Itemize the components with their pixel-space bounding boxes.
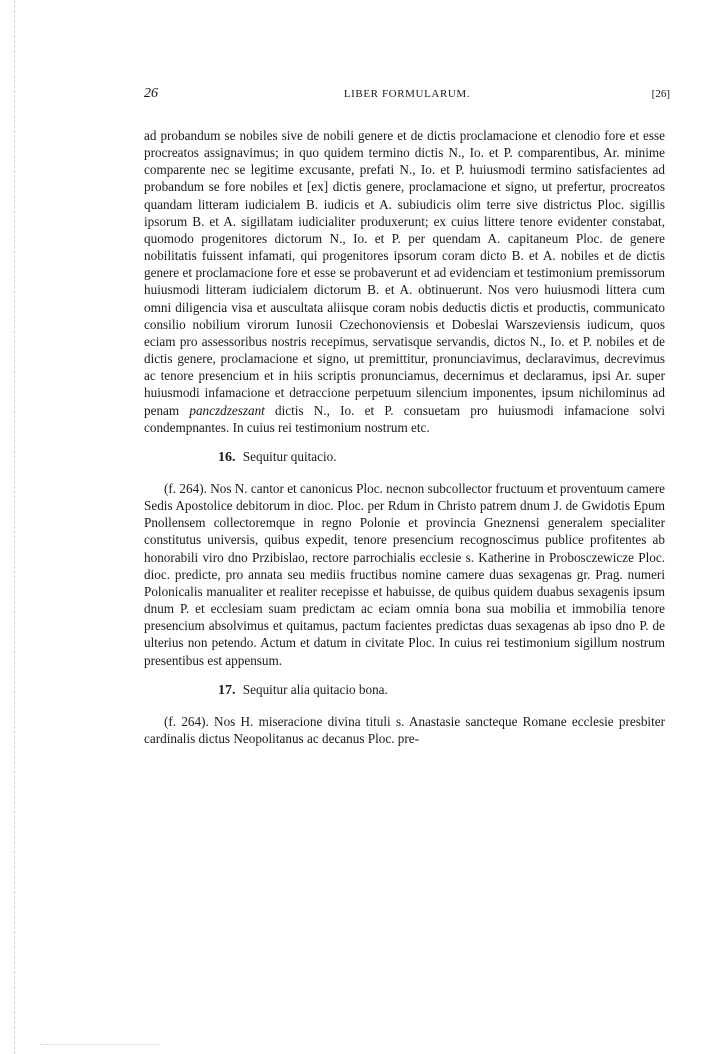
section-17-heading bbox=[218, 681, 665, 699]
section-17-number: 17. bbox=[218, 682, 236, 698]
section-16-number: 16. bbox=[218, 449, 236, 465]
section-16-text: (f. 264). Nos N. cantor et canonicus Ploc. necnon subcollector fructuum et proventuum camere Sedis Apostolice debitorum in dioc. Ploc. per Rdum in Christo patrem dnum J. de Gwidotis Epum Pnollensem collectoremque in regno Polonie et provincia Gneznensi generalem specialiter constitutus universis, quibus expedit, tenore presencium recognoscimus publice profitentes ab honorabili viro dno Przibislao, rectore parrochialis ecclesie s. Katherine in Probosczewicze Ploc. dioc. predicte, pro annata seu mediis fructibus nomine camere duas sexagenas gr. Prag. numeri Polonicalis manualiter et realiter recepisse et habuisse, de quibus quidem duabus sexagenis ipsum dnum P. et ecclesiam suam predictam ac eciam omnia bona sua mobilia et immobilia tenore presencium absolvimus et quitamus, pactum facientes predictas duas sexagenas ab ipso dno P. de ulterius non petendo. Actum et datum in civitate Ploc. In cuius rei testimonium sigillum nostrum presentibus est appensum. bbox=[144, 480, 665, 668]
paragraph-continuation: ad probandum se nobiles sive de nobili genere et de dictis proclamacione et clenodio fore et esse procreatos assignavimus; in quo quidem termino dictis N., Io. et P. comparentibus, Ar. minime comparente nec se legitime excusante, prefati N., Io. et P. huiusmodi termino satisfacientes ad probandum se fore nobiles et [ex] dictis genere, proclamacione et signo, ut prefertur, procreatos quandam litteram iudicialem B. iudicis et A. subiudicis olim terre sive districtus Ploc. sigillis ipsorum B. et A. sigillatam iudicialiter produxerunt; ex cuius littere tenore evidenter constabat, quomodo progenitores dictorum N., Io. et P. per quendam A. capitaneum Ploc. de genere nobilitatis fuissent infamati, qui progenitores ipsorum coram dicto B. et A. nobiles et de dictis genere et proclamacione fore et esse se probaverunt et ad evidenciam et testimonium premissorum huiusmodi litteram iudicialem dictorum B. et A. obtinuerunt. Nos vero huiusmodi littera cum omni diligencia visa et auscultata aliisque coram nobis deductis dictis et productis, communicato consilio nobilium virorum Iunosii Czechonoviensis et Dobeslai Warszeviensis iudicum, quos eciam pro assessoribus nostris recepimus, servatisque servandis, dictos N., Io. et P. nobiles et de dictis genere, proclamacione et signo, ut premittitur, pronunciavimus, declaravimus, decrevimus ac tenore presencium et in hiis scriptis pronunciamus, decernimus et declaramus, ipsi Ar. super huiusmodi infamacione et detraccione perpetuum silencium imponentes, ipsum nichilominus ad penam panczdzeszant dictis N., Io. et P. consuetam pro huiusmodi infamacione solvi condempnantes. In cuius rei testimonium nostrum etc. bbox=[144, 128, 665, 435]
scan-footer-mark bbox=[40, 1044, 160, 1046]
italic-word: panczdzeszant bbox=[189, 402, 265, 418]
section-16-title: Sequitur quitacio. bbox=[242, 448, 337, 464]
section-16-heading bbox=[218, 448, 665, 466]
section-17-title: Sequitur alia quitacio bona. bbox=[242, 681, 388, 697]
page-header bbox=[144, 86, 670, 102]
scan-edge bbox=[0, 0, 15, 1054]
folio-marker: [26] bbox=[651, 88, 670, 100]
section-17-text: (f. 264). Nos H. miseracione divina tituli s. Anastasie sancteque Romane ecclesie presbiter cardinalis dictus Neopolitanus ac decanus Ploc. pre- bbox=[144, 713, 665, 746]
page-body bbox=[144, 127, 665, 747]
page-number: 26 bbox=[144, 86, 158, 101]
running-title: LIBER FORMULARUM. bbox=[343, 88, 471, 100]
